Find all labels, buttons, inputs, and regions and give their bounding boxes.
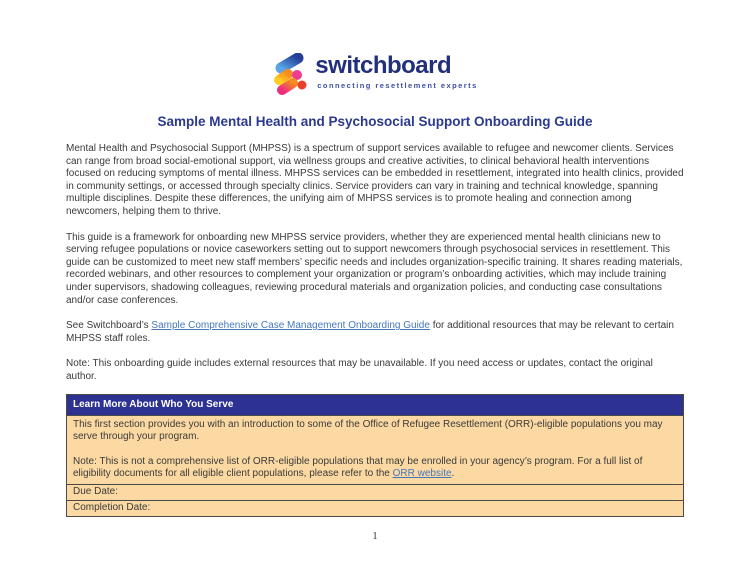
brand-tagline: connecting resettlement experts [317,81,478,90]
section-table [66,394,684,517]
orr-note-text-before: Note: This is not a comprehensive list of ORR-eligible populations that may be enrolled in your agency’s program. For a full list of eligibility documents for all eligible client populations, please refer to the [73,455,643,480]
table-description-row [67,415,684,484]
due-date-label: Due Date: [67,484,684,500]
availability-note: Note: This onboarding guide includes external resources that may be unavailable. If you need access or updates, contact the original author. [66,358,653,382]
orr-website-link[interactable]: ORR website [392,468,452,480]
page-number: 1 [372,531,378,542]
intro-paragraph-2: This guide is a framework for onboarding new MHPSS service providers, whether they are experienced mental health clinicians new to serving refugee populations or novice caseworkers setting out to support newcomers through psychosocial services in resettlement. This guide can be customized to meet new staff members’ specific needs and includes organization-specific training. It shares reading materials, recorded webinars, and other resources to complement your organization or program’s onboarding activities, which may include training under supervisors, shadowing colleagues, reviewing procedural materials and organization policies, and conducting case consultations and/or case conferences. [66,231,683,306]
intro-paragraph-1: Mental Health and Psychosocial Support (MHPSS) is a spectrum of support services available to refugee and newcomer clients. Services can range from broad social-emotional support, via wellness groups and creative activities, to clinical behavioral health interventions focused on reducing symptoms of mental illness. MHPSS services can be embedded in resettlement, integrated into health clinics, provided in community settings, or accessed through specialty clinics. Service providers can vary in training and technical knowledge, spanning multiple disciplines. Despite these differences, the unifying aim of MHPSS services is to promote healing and connection among newcomers, helping them to thrive. [66,143,684,217]
document-page [66,0,684,517]
case-management-guide-link[interactable]: Sample Comprehensive Case Management Onboarding Guide [151,320,430,332]
see-also-text-before: See Switchboard’s [66,320,152,332]
document-title: Sample Mental Health and Psychosocial Support Onboarding Guide [157,114,593,129]
see-also-paragraph [66,320,684,345]
brand-name: switchboard [315,52,452,79]
switchboard-logo-mark-icon [272,53,309,95]
see-also-text-after: for additional resources that may be relevant to certain MHPSS staff roles. [66,320,674,344]
section-description-cell [67,415,684,484]
switchboard-logo [66,52,684,95]
completion-date-row [67,500,684,516]
due-date-row [67,484,684,500]
orr-note-text-after: . [451,468,455,480]
completion-date-label: Completion Date: [67,500,684,516]
section-description-paragraph-1: This first section provides you with an introduction to some of the Office of Refugee Resettlement (ORR)-eligible populations you may serve through your program. [73,418,663,443]
section-description-paragraph-2 [73,456,677,481]
section-header-title: Learn More About Who You Serve [67,394,684,415]
table-header-row [67,394,684,415]
